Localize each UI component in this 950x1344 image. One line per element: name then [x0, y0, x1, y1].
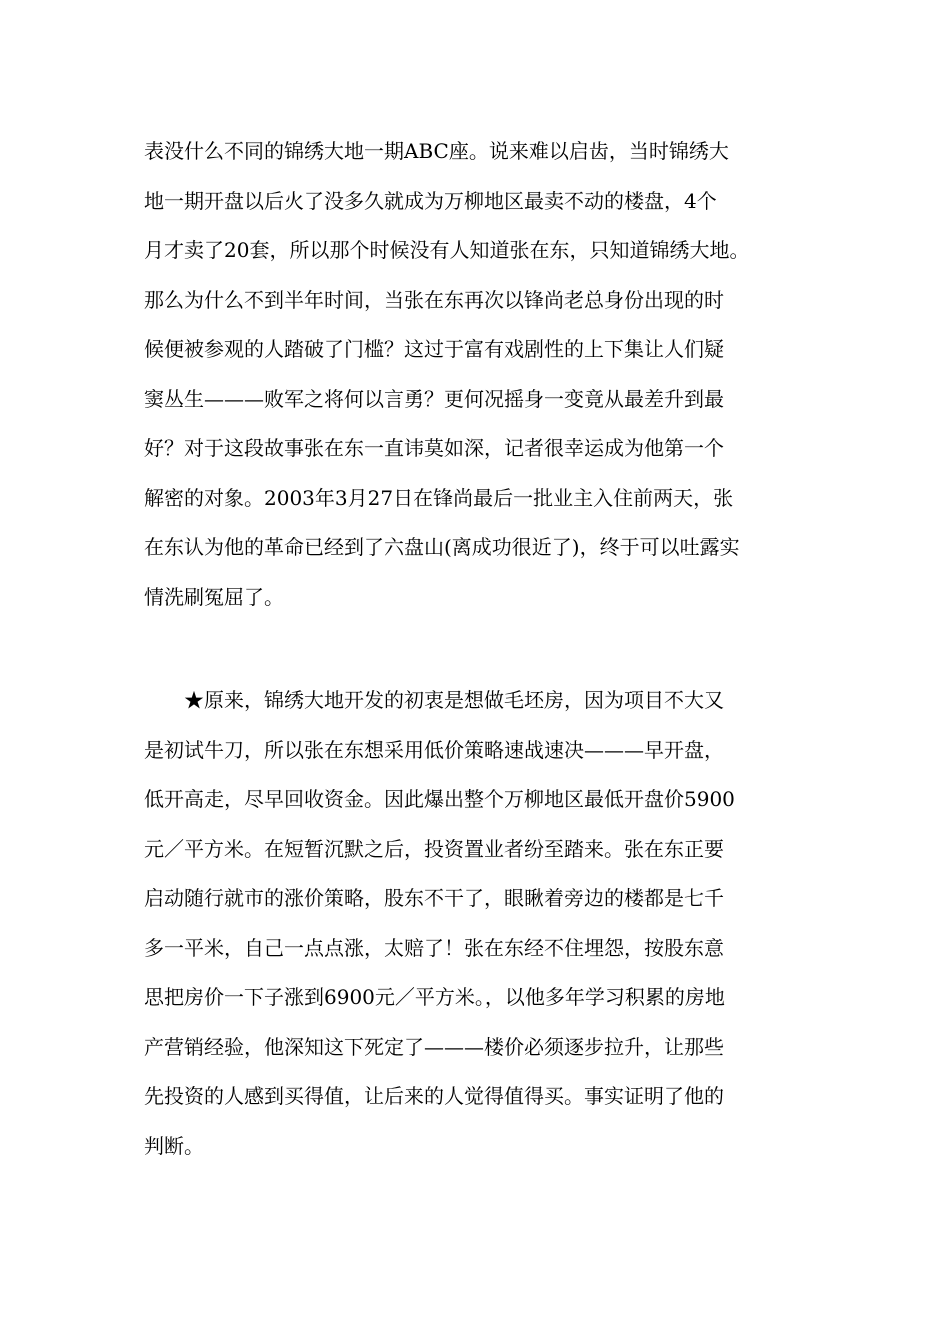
paragraph-line: 表没什么不同的锦绣大地一期ABC座。说来难以启齿，当时锦绣大 — [144, 139, 729, 163]
paragraph-line: 判断。 — [144, 1133, 204, 1158]
paragraph-line: 元／平方米。在短暂沉默之后，投资置业者纷至踏来。张在东正要 — [144, 836, 724, 861]
paragraph-line: 是初试牛刀，所以张在东想采用低价策略速战速决———早开盘， — [144, 737, 724, 762]
paragraph-line: 思把房价一下子涨到6900元／平方米。，以他多年学习积累的房地 — [144, 985, 725, 1009]
paragraph-line: ★原来，锦绣大地开发的初衷是想做毛坯房，因为项目不大又 — [144, 688, 724, 712]
paragraph-line: 窦丛生———败军之将何以言勇？更何况摇身一变竟从最差升到最 — [144, 386, 724, 411]
paragraph-line: 先投资的人感到买得值，让后来的人觉得值得买。事实证明了他的 — [144, 1084, 724, 1108]
paragraph-1 — [144, 127, 824, 622]
paragraph-line: 好？对于这段故事张在东一直讳莫如深，记者很幸运成为他第一个 — [144, 436, 724, 460]
paragraph-line: 产营销经验，他深知这下死定了———楼价必须逐步拉升，让那些 — [144, 1034, 724, 1059]
paragraph-line: 多一平米，自己一点点涨，太赔了！张在东经不住埋怨，按股东意 — [144, 935, 724, 960]
paragraph-line: 月才卖了20套，所以那个时候没有人知道张在东，只知道锦绣大地。 — [144, 238, 750, 262]
paragraph-line: 解密的对象。2003年3月27日在锋尚最后一批业主入住前两天，张 — [144, 485, 734, 510]
paragraph-line: 情洗刷冤屈了。 — [144, 584, 284, 609]
paragraph-line: 启动随行就市的涨价策略，股东不干了，眼瞅着旁边的楼都是七千 — [144, 886, 724, 910]
paragraph-line: 在东认为他的革命已经到了六盘山(离成功很近了)，终于可以吐露实 — [144, 535, 740, 559]
paragraph-line: 地一期开盘以后火了没多久就成为万柳地区最卖不动的楼盘，4个 — [144, 188, 717, 213]
paragraph-line: 候便被参观的人踏破了门槛？这过于富有戏剧性的上下集让人们疑 — [144, 337, 724, 361]
paragraph-line: 那么为什么不到半年时间，当张在东再次以锋尚老总身份出现的时 — [144, 287, 724, 312]
paragraph-2 — [144, 676, 824, 1171]
paragraph-line: 低开高走，尽早回收资金。因此爆出整个万柳地区最低开盘价5900 — [144, 787, 735, 811]
